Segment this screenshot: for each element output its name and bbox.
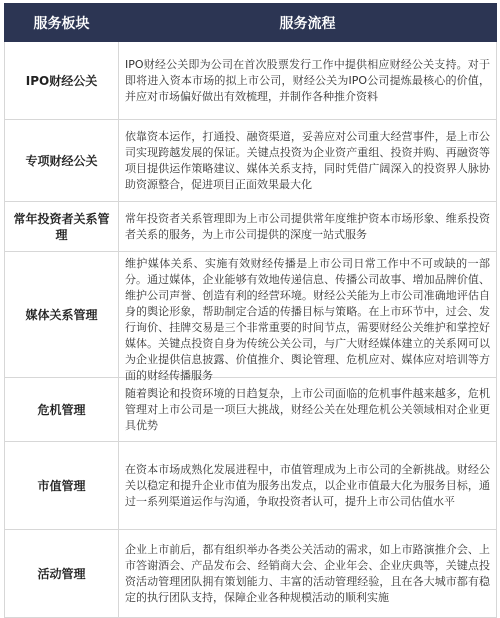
row-description: IPO财经公关即为公司在首次股票发行工作中提供相应财经公关支持。对于即将进入资本市场的拟上市公司，财经公关为IPO公司提炼最核心的价值，并应对市场偏好做出有效梳理，并制作各种推介资料 — [119, 42, 497, 120]
row-category: 危机管理 — [5, 378, 119, 442]
row-description: 常年投资者关系管理即为上市公司提供常年度维护资本市场形象、维系投资者关系的服务，为上市公司提供的深度一站式服务 — [119, 202, 497, 252]
header-process: 服务流程 — [119, 4, 497, 42]
row-description: 在资本市场成熟化发展进程中，市值管理成为上市公司的全新挑战。财经公关以稳定和提升企业市值为服务出发点，以企业市值最大化为服务目标，通过一系列渠道运作与沟通，争取投资者认可，提升上市公司估值水平 — [119, 442, 497, 530]
row-category: 活动管理 — [5, 530, 119, 618]
table-row — [5, 378, 497, 442]
row-category: 常年投资者关系管理 — [5, 202, 119, 252]
row-description: 随着舆论和投资环境的日趋复杂，上市公司面临的危机事件越来越多，危机管理对上市公司是一项巨大挑战，财经公关在处理危机公关领域相对企业更具优势 — [119, 378, 497, 442]
row-description: 维护媒体关系、实施有效财经传播是上市公司日常工作中不可或缺的一部分。通过媒体，企业能够有效地传递信息、传播公司故事、增加品牌价值、维护公司声誉、创造有利的经营环境。财经公关能为上市公司准确地评估自身的舆论形象，帮助制定合适的传播目标与策略。在上市环节中，过会、发行询价、挂牌交易是三个非常重要的时间节点，需要财经公关维护和掌控好媒体。关键点投资自身为传统公关公司，与广大财经媒体建立的关系网可以为企业提供信息披露、价值推介、舆论管理、危机应对、媒体应对培训等方面的财经传播服务 — [125, 256, 490, 382]
row-description: 企业上市前后，都有组织举办各类公关活动的需求，如上市路演推介会、上市答谢酒会、产品发布会、经销商大会、企业年会、企业庆典等，关键点投资活动管理团队拥有策划能力、丰富的活动管理经验，且在各大城市都有稳定的执行团队支持，保障企业各种规模活动的顺利实施 — [119, 530, 497, 618]
service-table — [4, 3, 497, 618]
table-row — [5, 530, 497, 618]
table-row — [5, 120, 497, 202]
table-header-row — [5, 4, 497, 42]
table-row — [5, 442, 497, 530]
row-category: 市值管理 — [5, 442, 119, 530]
row-category: 媒体关系管理 — [5, 252, 119, 378]
row-category: 专项财经公关 — [5, 120, 119, 202]
table-row — [5, 252, 497, 378]
row-category: IPO财经公关 — [5, 42, 119, 120]
row-description: 依靠资本运作，打通投、融资渠道，妥善应对公司重大经营事件，是上市公司实现跨越发展的保证。关键点投资为企业资产重组、投资并购、再融资等项目提供运作策略建议、媒体关系支持，同时凭借广阔深入的投资界人脉协助资源整合，促进项目正面效果最大化 — [119, 120, 497, 202]
header-category: 服务板块 — [5, 4, 119, 42]
table-row — [5, 202, 497, 252]
table-row — [5, 42, 497, 120]
